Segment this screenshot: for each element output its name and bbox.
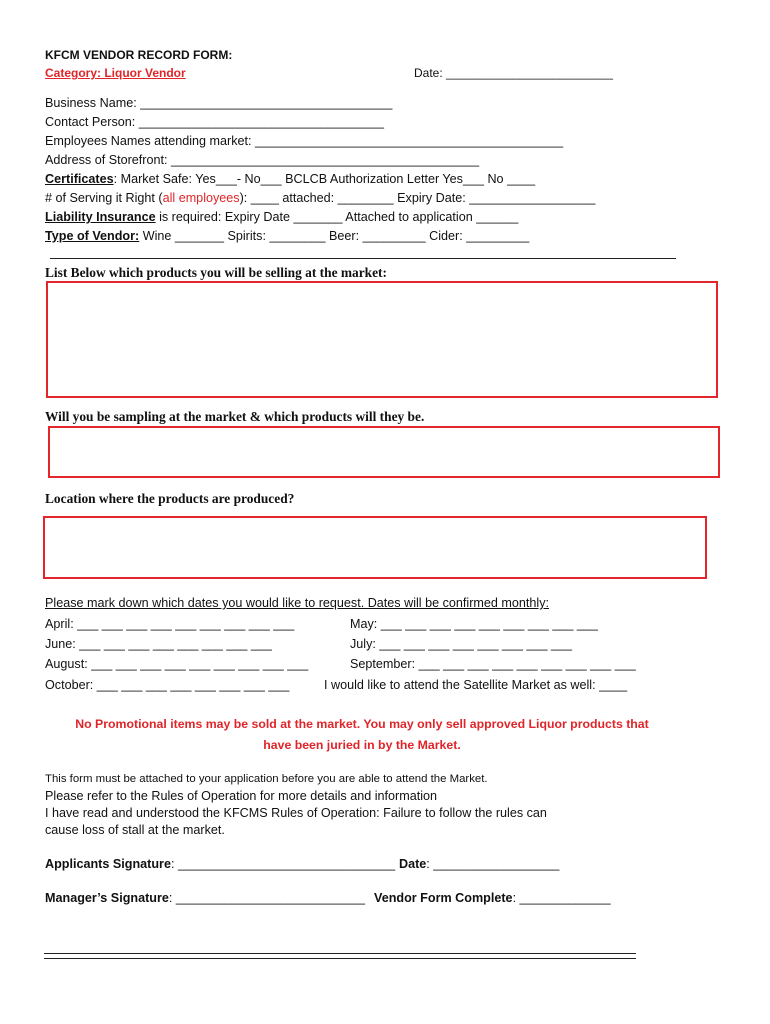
applicant-date-line: : __________________ xyxy=(426,857,560,871)
location-textbox[interactable] xyxy=(43,516,707,579)
address-field[interactable]: Address of Storefront: ____________________________________________ xyxy=(45,153,480,167)
acknowledgement-line-1: I have read and understood the KFCMS Rules of Operation: Failure to follow the rules can xyxy=(45,806,547,820)
liability-label: Liability Insurance xyxy=(45,210,156,224)
vendor-form-complete-field[interactable] xyxy=(374,891,611,905)
certificates-text: : Market Safe: Yes___- No___ BCLCB Authorization Letter Yes___ No ____ xyxy=(113,172,536,186)
august-row[interactable]: August: ___ ___ ___ ___ ___ ___ ___ ___ ___ xyxy=(45,657,309,671)
vendor-type-row[interactable] xyxy=(45,229,529,243)
serving-text-red: all employees xyxy=(162,191,240,205)
products-heading: List Below which products you will be selling at the market: xyxy=(45,265,387,280)
form-title: KFCM VENDOR RECORD FORM: xyxy=(45,48,233,62)
products-textbox[interactable] xyxy=(46,281,718,398)
july-row[interactable]: July: ___ ___ ___ ___ ___ ___ ___ ___ xyxy=(350,637,572,651)
sampling-textbox[interactable] xyxy=(48,426,720,478)
notice-line-1: No Promotional items may be sold at the market. You may only sell approved Liquor products that xyxy=(75,717,649,731)
acknowledgement-line-2: cause loss of stall at the market. xyxy=(45,823,225,837)
manager-signature-field[interactable] xyxy=(45,891,365,905)
april-row[interactable]: April: ___ ___ ___ ___ ___ ___ ___ ___ ___ xyxy=(45,617,295,631)
june-row[interactable]: June: ___ ___ ___ ___ ___ ___ ___ ___ xyxy=(45,637,272,651)
notice-line-2: have been juried in by the Market. xyxy=(263,738,461,752)
divider xyxy=(50,258,676,259)
bottom-rule-2 xyxy=(44,958,636,959)
may-row[interactable]: May: ___ ___ ___ ___ ___ ___ ___ ___ ___ xyxy=(350,617,598,631)
vendor-form-complete-line: : _____________ xyxy=(512,891,611,905)
bottom-rule-1 xyxy=(44,953,636,954)
liability-text: is required: Expiry Date _______ Attached to application ______ xyxy=(155,210,519,224)
vendor-type-label: Type of Vendor: xyxy=(45,229,140,243)
sampling-heading: Will you be sampling at the market & which products will they be. xyxy=(45,409,425,424)
certificates-row[interactable] xyxy=(45,172,535,186)
vendor-type-text: Wine _______ Spirits: ________ Beer: _________ Cider: _________ xyxy=(139,229,530,243)
serving-text-b: ): ____ attached: ________ Expiry Date: __________________ xyxy=(239,191,596,205)
category-label: Category: Liquor Vendor xyxy=(45,66,186,80)
manager-signature-line: : ___________________________ xyxy=(168,891,365,905)
attach-note: This form must be attached to your application before you are able to attend the Market. xyxy=(45,773,488,785)
vendor-form-complete-label: Vendor Form Complete xyxy=(374,891,513,905)
satellite-market-field[interactable]: I would like to attend the Satellite Market as well: ____ xyxy=(324,678,628,692)
business-name-field[interactable]: Business Name: ____________________________________ xyxy=(45,96,393,110)
applicant-signature-label: Applicants Signature xyxy=(45,857,171,871)
refer-note: Please refer to the Rules of Operation for more details and information xyxy=(45,789,438,803)
applicant-signature-line: : _______________________________ xyxy=(170,857,396,871)
applicant-date-field[interactable] xyxy=(399,857,559,871)
dates-heading: Please mark down which dates you would like to request. Dates will be confirmed monthly: xyxy=(45,596,549,610)
serving-it-right-row[interactable] xyxy=(45,191,595,205)
date-field[interactable]: Date: _________________________ xyxy=(414,66,613,80)
applicant-date-label: Date xyxy=(399,857,427,871)
certificates-label: Certificates xyxy=(45,172,114,186)
employees-field[interactable]: Employees Names attending market: ____________________________________________ xyxy=(45,134,564,148)
september-row[interactable]: September: ___ ___ ___ ___ ___ ___ ___ ___ ___ xyxy=(350,657,636,671)
october-row[interactable]: October: ___ ___ ___ ___ ___ ___ ___ ___ xyxy=(45,678,290,692)
manager-signature-label: Manager’s Signature xyxy=(45,891,169,905)
contact-person-field[interactable]: Contact Person: ___________________________________ xyxy=(45,115,384,129)
location-heading: Location where the products are produced? xyxy=(45,491,295,506)
serving-text-a: # of Serving it Right ( xyxy=(45,191,163,205)
liability-insurance-row[interactable] xyxy=(45,210,518,224)
applicant-signature-field[interactable] xyxy=(45,857,395,871)
